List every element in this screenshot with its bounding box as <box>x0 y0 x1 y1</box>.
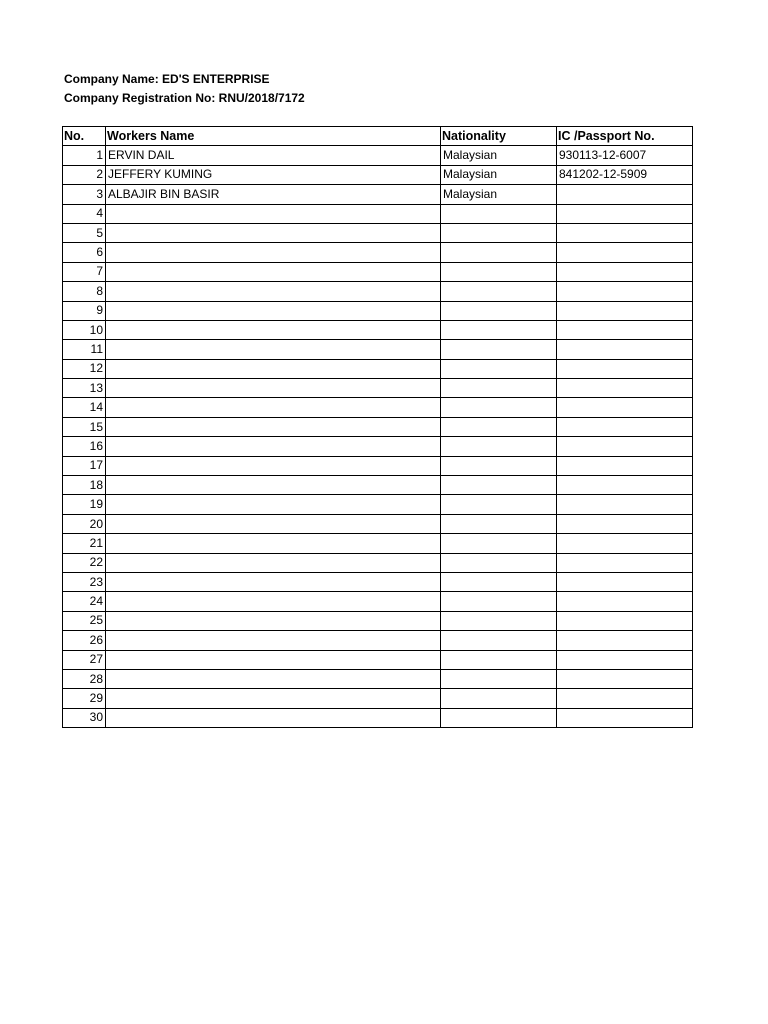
worker-name-cell <box>106 320 441 339</box>
ic-passport-cell <box>557 534 693 553</box>
nationality-cell <box>441 379 557 398</box>
worker-name-cell <box>106 379 441 398</box>
worker-name-cell <box>106 669 441 688</box>
nationality-cell <box>441 340 557 359</box>
ic-passport-cell <box>557 359 693 378</box>
row-number: 11 <box>63 340 106 359</box>
table-row <box>63 262 693 281</box>
nationality-cell <box>441 476 557 495</box>
table-row <box>63 282 693 301</box>
nationality-cell <box>441 631 557 650</box>
workers-table <box>62 126 693 728</box>
worker-name-cell: JEFFERY KUMING <box>106 165 441 184</box>
nationality-cell <box>441 398 557 417</box>
worker-name-cell <box>106 650 441 669</box>
row-number: 10 <box>63 320 106 339</box>
table-row <box>63 204 693 223</box>
ic-passport-cell <box>557 495 693 514</box>
company-header <box>64 70 305 108</box>
nationality-cell <box>441 359 557 378</box>
table-header-row <box>63 127 693 146</box>
row-number: 7 <box>63 262 106 281</box>
row-number: 4 <box>63 204 106 223</box>
worker-name-cell: ERVIN DAIL <box>106 146 441 165</box>
worker-name-cell <box>106 359 441 378</box>
ic-passport-cell <box>557 379 693 398</box>
table-row <box>63 456 693 475</box>
ic-passport-cell <box>557 398 693 417</box>
nationality-cell <box>441 320 557 339</box>
nationality-cell <box>441 282 557 301</box>
ic-passport-cell <box>557 708 693 727</box>
table-row <box>63 359 693 378</box>
table-row <box>63 592 693 611</box>
nationality-cell <box>441 650 557 669</box>
worker-name-cell <box>106 340 441 359</box>
ic-passport-cell <box>557 553 693 572</box>
table-row <box>63 437 693 456</box>
ic-passport-cell <box>557 514 693 533</box>
nationality-cell <box>441 456 557 475</box>
table-row <box>63 398 693 417</box>
nationality-cell <box>441 708 557 727</box>
table-row <box>63 631 693 650</box>
table-row <box>63 146 693 165</box>
table-row <box>63 650 693 669</box>
worker-name-cell <box>106 223 441 242</box>
table-row <box>63 379 693 398</box>
table-row <box>63 185 693 204</box>
row-number: 19 <box>63 495 106 514</box>
ic-passport-cell <box>557 417 693 436</box>
column-header-ic-passport: IC /Passport No. <box>557 127 693 146</box>
nationality-cell <box>441 553 557 572</box>
table-row <box>63 495 693 514</box>
worker-name-cell <box>106 572 441 591</box>
nationality-cell <box>441 611 557 630</box>
nationality-cell <box>441 534 557 553</box>
worker-name-cell <box>106 282 441 301</box>
ic-passport-cell: 841202-12-5909 <box>557 165 693 184</box>
worker-name-cell <box>106 437 441 456</box>
row-number: 15 <box>63 417 106 436</box>
worker-name-cell <box>106 301 441 320</box>
ic-passport-cell <box>557 456 693 475</box>
table-row <box>63 223 693 242</box>
row-number: 9 <box>63 301 106 320</box>
worker-name-cell <box>106 631 441 650</box>
row-number: 18 <box>63 476 106 495</box>
worker-name-cell <box>106 708 441 727</box>
ic-passport-cell: 930113-12-6007 <box>557 146 693 165</box>
row-number: 2 <box>63 165 106 184</box>
worker-name-cell <box>106 398 441 417</box>
worker-name-cell <box>106 262 441 281</box>
table-row <box>63 611 693 630</box>
row-number: 16 <box>63 437 106 456</box>
row-number: 13 <box>63 379 106 398</box>
table-row <box>63 514 693 533</box>
row-number: 20 <box>63 514 106 533</box>
ic-passport-cell <box>557 572 693 591</box>
nationality-cell <box>441 204 557 223</box>
row-number: 29 <box>63 689 106 708</box>
worker-name-cell <box>106 514 441 533</box>
nationality-cell <box>441 301 557 320</box>
table-row <box>63 553 693 572</box>
ic-passport-cell <box>557 611 693 630</box>
row-number: 26 <box>63 631 106 650</box>
worker-name-cell <box>106 592 441 611</box>
table-row <box>63 689 693 708</box>
nationality-cell: Malaysian <box>441 165 557 184</box>
nationality-cell <box>441 514 557 533</box>
column-header-nationality: Nationality <box>441 127 557 146</box>
worker-name-cell <box>106 553 441 572</box>
nationality-cell <box>441 417 557 436</box>
column-header-workers-name: Workers Name <box>106 127 441 146</box>
nationality-cell <box>441 243 557 262</box>
worker-name-cell <box>106 417 441 436</box>
worker-name-cell <box>106 534 441 553</box>
row-number: 3 <box>63 185 106 204</box>
ic-passport-cell <box>557 185 693 204</box>
nationality-cell <box>441 669 557 688</box>
ic-passport-cell <box>557 669 693 688</box>
table-row <box>63 417 693 436</box>
row-number: 22 <box>63 553 106 572</box>
nationality-cell <box>441 262 557 281</box>
nationality-cell <box>441 592 557 611</box>
row-number: 28 <box>63 669 106 688</box>
table-row <box>63 243 693 262</box>
ic-passport-cell <box>557 282 693 301</box>
ic-passport-cell <box>557 243 693 262</box>
worker-name-cell <box>106 495 441 514</box>
worker-name-cell: ALBAJIR BIN BASIR <box>106 185 441 204</box>
worker-name-cell <box>106 456 441 475</box>
row-number: 25 <box>63 611 106 630</box>
company-registration-number: Company Registration No: RNU/2018/7172 <box>64 91 305 105</box>
worker-name-cell <box>106 689 441 708</box>
worker-name-cell <box>106 611 441 630</box>
row-number: 14 <box>63 398 106 417</box>
worker-name-cell <box>106 243 441 262</box>
row-number: 17 <box>63 456 106 475</box>
row-number: 5 <box>63 223 106 242</box>
nationality-cell: Malaysian <box>441 146 557 165</box>
ic-passport-cell <box>557 262 693 281</box>
row-number: 12 <box>63 359 106 378</box>
row-number: 6 <box>63 243 106 262</box>
workers-table-body <box>63 146 693 728</box>
ic-passport-cell <box>557 650 693 669</box>
table-row <box>63 476 693 495</box>
ic-passport-cell <box>557 320 693 339</box>
nationality-cell <box>441 572 557 591</box>
worker-name-cell <box>106 476 441 495</box>
row-number: 30 <box>63 708 106 727</box>
row-number: 23 <box>63 572 106 591</box>
table-row <box>63 301 693 320</box>
column-header-no: No. <box>63 127 106 146</box>
ic-passport-cell <box>557 340 693 359</box>
ic-passport-cell <box>557 223 693 242</box>
row-number: 1 <box>63 146 106 165</box>
ic-passport-cell <box>557 631 693 650</box>
ic-passport-cell <box>557 437 693 456</box>
table-row <box>63 340 693 359</box>
table-row <box>63 708 693 727</box>
ic-passport-cell <box>557 689 693 708</box>
ic-passport-cell <box>557 204 693 223</box>
row-number: 27 <box>63 650 106 669</box>
ic-passport-cell <box>557 592 693 611</box>
ic-passport-cell <box>557 301 693 320</box>
row-number: 24 <box>63 592 106 611</box>
nationality-cell <box>441 495 557 514</box>
table-row <box>63 572 693 591</box>
table-row <box>63 165 693 184</box>
nationality-cell <box>441 689 557 708</box>
row-number: 8 <box>63 282 106 301</box>
table-row <box>63 669 693 688</box>
company-name: Company Name: ED'S ENTERPRISE <box>64 72 270 86</box>
nationality-cell <box>441 437 557 456</box>
table-row <box>63 534 693 553</box>
nationality-cell <box>441 223 557 242</box>
worker-name-cell <box>106 204 441 223</box>
ic-passport-cell <box>557 476 693 495</box>
table-row <box>63 320 693 339</box>
row-number: 21 <box>63 534 106 553</box>
nationality-cell: Malaysian <box>441 185 557 204</box>
